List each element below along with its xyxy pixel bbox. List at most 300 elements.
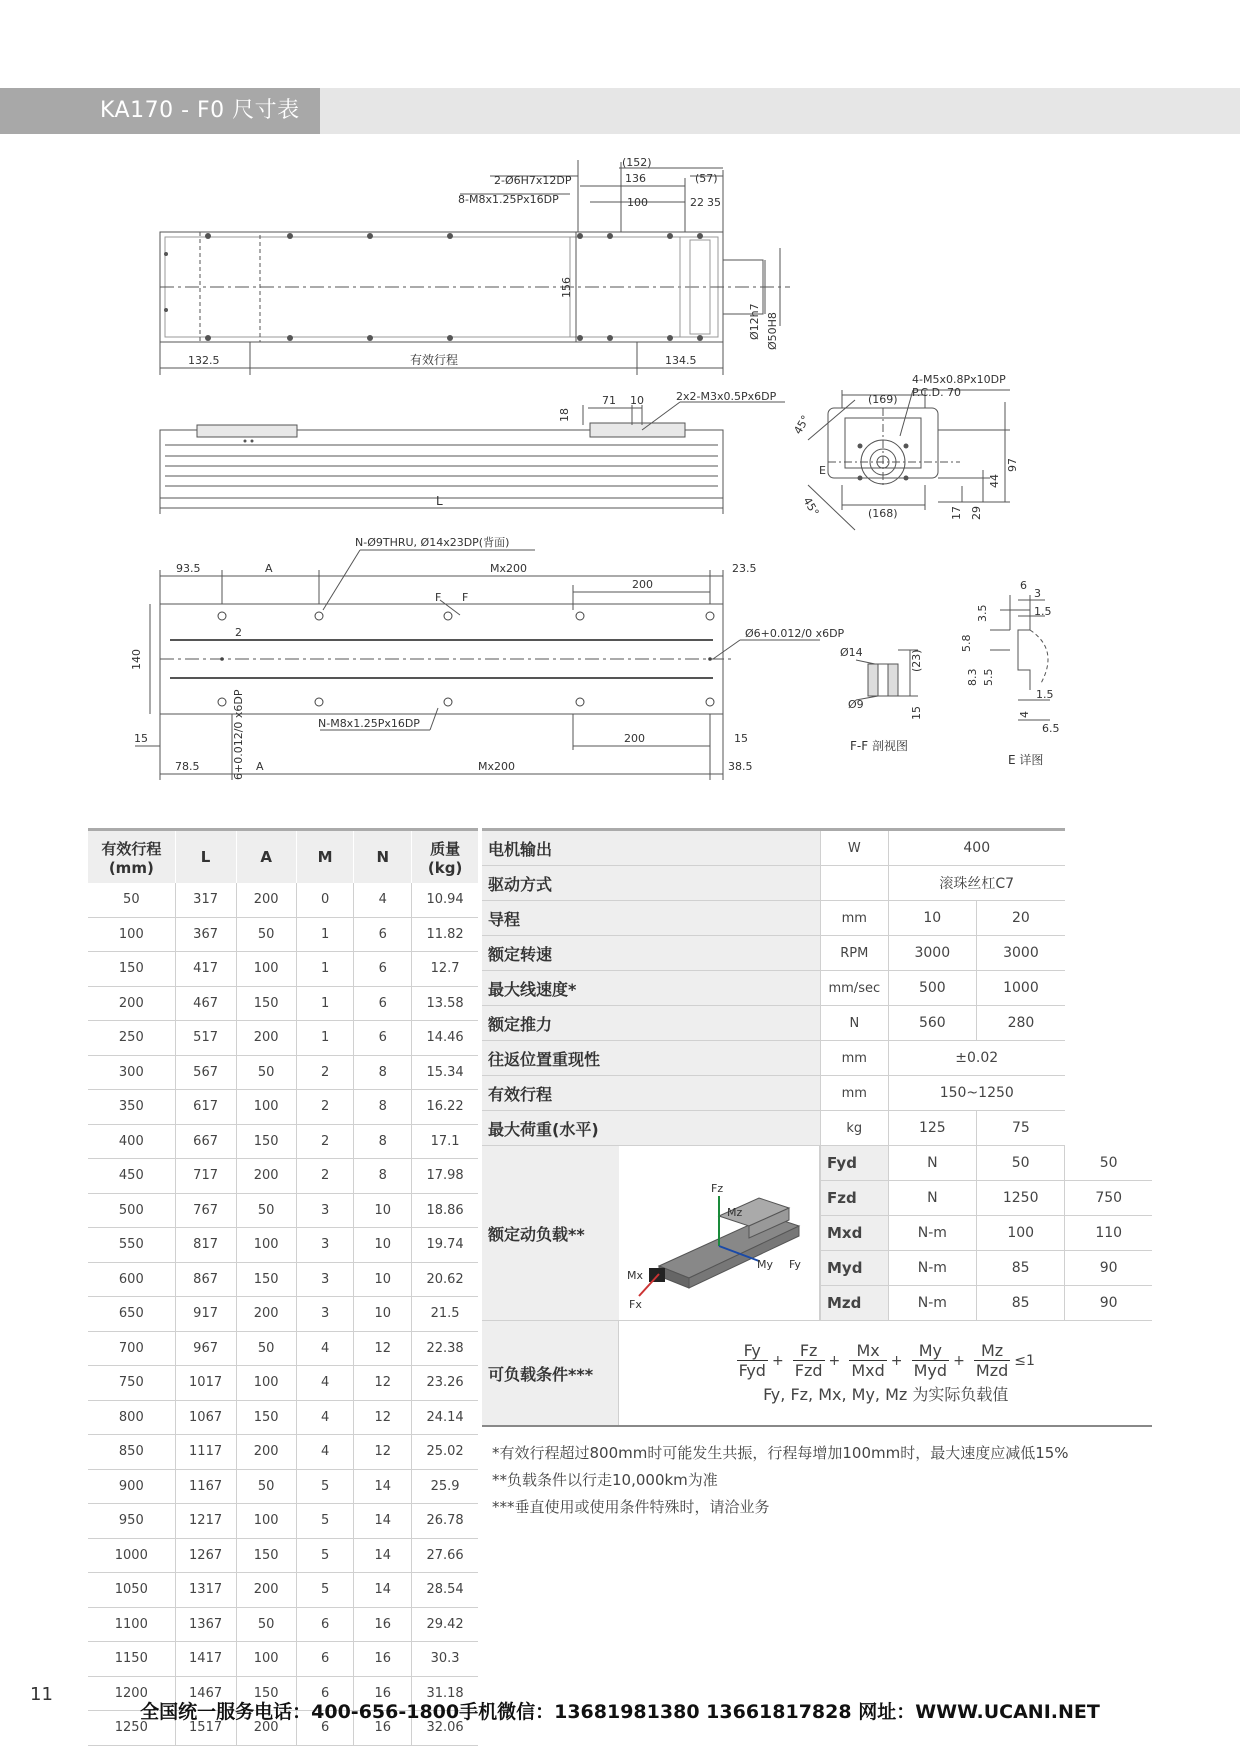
- load-value-1: 85: [977, 1251, 1065, 1286]
- footnotes: [492, 1440, 1152, 1521]
- load-value-2: 90: [1065, 1286, 1152, 1321]
- spec-label: 额定转速: [482, 936, 820, 971]
- table-cell: 1117: [175, 1435, 236, 1470]
- table-cell: 200: [236, 1021, 296, 1056]
- table-cell: 32.06: [412, 1711, 478, 1746]
- table-row: [88, 1607, 478, 1642]
- load-value-2: 750: [1065, 1181, 1152, 1216]
- table-cell: 100: [236, 1228, 296, 1263]
- dim-136: 136: [625, 172, 646, 185]
- table-cell: 500: [88, 1193, 175, 1228]
- table-cell: 10: [354, 1297, 412, 1332]
- table-cell: 150: [236, 1400, 296, 1435]
- spec-label: 最大荷重(水平): [482, 1111, 820, 1146]
- dim-thru-holes: N-Ø9THRU, Ø14x23DP(背面): [355, 536, 510, 549]
- dim-boss: Ø50H8: [766, 312, 779, 350]
- table-cell: 100: [236, 1504, 296, 1539]
- spec-unit: [820, 866, 888, 901]
- detail-e-marker: E: [819, 464, 826, 477]
- dim-45-top: 45°: [791, 413, 813, 437]
- table-cell: 6: [354, 1021, 412, 1056]
- spec-unit: mm: [820, 1041, 888, 1076]
- spec-value-1: 3000: [888, 936, 976, 971]
- section-ff: [856, 650, 918, 700]
- table-cell: 50: [236, 1607, 296, 1642]
- table-cell: 1317: [175, 1573, 236, 1608]
- dim-m5-holes: 4-M5x0.8Px10DP: [912, 373, 1006, 386]
- table-row: [88, 917, 478, 952]
- table-row: [88, 1538, 478, 1573]
- load-unit: N-m: [888, 1286, 976, 1321]
- section-ff-caption: F-F 剖视图: [850, 739, 908, 753]
- spec-row-repeatability: [482, 1041, 1152, 1076]
- table-cell: 14.46: [412, 1021, 478, 1056]
- table-cell: 3: [296, 1262, 354, 1297]
- dim-29: 29: [970, 506, 983, 520]
- table-cell: 150: [236, 1262, 296, 1297]
- spec-value: 滚珠丝杠C7: [888, 866, 1065, 901]
- axis-mx-label: Mx: [626, 1269, 643, 1282]
- dim-93-5: 93.5: [176, 562, 201, 575]
- table-cell: 1: [296, 952, 354, 987]
- table-cell: 21.5: [412, 1297, 478, 1332]
- dim-m3-holes: 2x2-M3x0.5Px6DP: [676, 390, 777, 403]
- table-cell: 11.82: [412, 917, 478, 952]
- detail-e-caption: E 详图: [1008, 753, 1044, 767]
- spec-value: ±0.02: [888, 1041, 1065, 1076]
- footnote-3: ***垂直使用或使用条件特殊时，请洽业务: [492, 1498, 770, 1516]
- table-cell: 16.22: [412, 1090, 478, 1125]
- dim-A-bottom: A: [256, 760, 264, 773]
- spec-unit: mm: [820, 901, 888, 936]
- table-cell: 26.78: [412, 1504, 478, 1539]
- table-cell: 1: [296, 917, 354, 952]
- table-cell: 29.42: [412, 1607, 478, 1642]
- load-value-2: 50: [1065, 1146, 1152, 1181]
- spec-unit: kg: [820, 1111, 888, 1146]
- load-unit: N: [888, 1181, 976, 1216]
- table-cell: 300: [88, 1055, 175, 1090]
- table-cell: 767: [175, 1193, 236, 1228]
- dim-m8-holes: N-M8x1.25Px16DP: [318, 717, 420, 730]
- spec-row-lead: [482, 901, 1152, 936]
- dim-71: 71: [602, 394, 616, 407]
- table-cell: 2: [296, 1124, 354, 1159]
- dim-L: L: [436, 494, 443, 508]
- axis-mz-label: Mz: [726, 1206, 743, 1219]
- table-row: [88, 952, 478, 987]
- table-cell: 450: [88, 1159, 175, 1194]
- table-cell: 750: [88, 1366, 175, 1401]
- spec-row-fyd: [482, 1146, 1152, 1181]
- table-cell: 1200: [88, 1676, 175, 1711]
- load-unit: N-m: [888, 1251, 976, 1286]
- spec-unit: N: [820, 1006, 888, 1041]
- fraction-fz: $\frac{Fz}{\text{Fzd}}$: [794, 1341, 823, 1380]
- spec-label: 电机输出: [482, 830, 820, 866]
- dim-44: 44: [988, 474, 1001, 488]
- dim-e-8-3: 8.3: [966, 668, 979, 686]
- table-cell: 23.26: [412, 1366, 478, 1401]
- table-cell: 1217: [175, 1504, 236, 1539]
- table-cell: 1: [296, 1021, 354, 1056]
- table-cell: 850: [88, 1435, 175, 1470]
- table-row: [88, 1159, 478, 1194]
- dim-pin-slot: 6+0.012/0 x6DP: [232, 689, 245, 780]
- dim-168: (168): [868, 507, 898, 520]
- table-cell: 6: [354, 952, 412, 987]
- col-N: N: [354, 830, 412, 884]
- dim-Mx200-bottom: Mx200: [478, 760, 515, 773]
- spec-row-load-condition: [482, 1321, 1152, 1427]
- table-cell: 50: [88, 883, 175, 917]
- table-cell: 14: [354, 1538, 412, 1573]
- dim-pin-hole: Ø6+0.012/0 x6DP: [745, 627, 845, 640]
- dim-38-5: 38.5: [728, 760, 753, 773]
- table-cell: 6: [296, 1676, 354, 1711]
- table-cell: 14: [354, 1469, 412, 1504]
- table-cell: 10: [354, 1228, 412, 1263]
- spec-row-thrust: [482, 1006, 1152, 1041]
- col-L: L: [175, 830, 236, 884]
- footnote-1: *有效行程超过800mm时可能发生共振，行程每增加100mm时，最大速度应减低15%: [492, 1444, 1069, 1462]
- spec-unit: W: [820, 830, 888, 866]
- load-value-2: 90: [1065, 1251, 1152, 1286]
- table-row: [88, 1021, 478, 1056]
- table-cell: 517: [175, 1021, 236, 1056]
- table-row: [88, 1297, 478, 1332]
- table-row: [88, 1504, 478, 1539]
- dim-23: (23): [910, 649, 923, 672]
- page-number: 11: [30, 1684, 53, 1705]
- spec-unit: mm/sec: [820, 971, 888, 1006]
- table-row: [88, 1366, 478, 1401]
- table-cell: 1517: [175, 1711, 236, 1746]
- table-cell: 200: [236, 1297, 296, 1332]
- col-A: A: [236, 830, 296, 884]
- plus-sign: +: [828, 1352, 841, 1369]
- dim-tapped-holes: 8-M8x1.25Px16DP: [458, 193, 559, 206]
- table-cell: 19.74: [412, 1228, 478, 1263]
- table-cell: 3: [296, 1193, 354, 1228]
- spec-row-rated-speed: [482, 936, 1152, 971]
- spec-value-1: 10: [888, 901, 976, 936]
- dim-35: 35: [707, 196, 721, 209]
- spec-value-1: 125: [888, 1111, 976, 1146]
- table-cell: 5: [296, 1538, 354, 1573]
- spec-row-motor: [482, 830, 1152, 866]
- table-cell: 1250: [88, 1711, 175, 1746]
- table-cell: 200: [236, 1711, 296, 1746]
- table-cell: 14: [354, 1504, 412, 1539]
- dim-17: 17: [950, 506, 963, 520]
- spec-value: 400: [888, 830, 1065, 866]
- dim-78-5: 78.5: [175, 760, 200, 773]
- table-cell: 2: [296, 1055, 354, 1090]
- dynamic-load-label: 额定动负载**: [482, 1146, 619, 1321]
- table-cell: 14: [354, 1573, 412, 1608]
- table-cell: 600: [88, 1262, 175, 1297]
- spec-label: 导程: [482, 901, 820, 936]
- table-cell: 917: [175, 1297, 236, 1332]
- spec-label: 往返位置重现性: [482, 1041, 820, 1076]
- dim-shaft: Ø12h7: [748, 303, 761, 340]
- dim-15-section: 15: [910, 706, 923, 720]
- table-cell: 250: [88, 1021, 175, 1056]
- table-cell: 617: [175, 1090, 236, 1125]
- dim-22: 22: [690, 196, 704, 209]
- table-cell: 900: [88, 1469, 175, 1504]
- footnote-2: **负载条件以行走10,000km为准: [492, 1471, 718, 1489]
- dim-dowel-holes: 2-Ø6H7x12DP: [494, 174, 572, 187]
- dim-A-top: A: [265, 562, 273, 575]
- table-cell: 5: [296, 1469, 354, 1504]
- dim-15-left: 15: [134, 732, 148, 745]
- col-stroke: 有效行程 (mm): [88, 830, 175, 884]
- table-cell: 6: [296, 1711, 354, 1746]
- dim-169: (169): [868, 393, 898, 406]
- table-cell: 5: [296, 1573, 354, 1608]
- table-cell: 4: [296, 1435, 354, 1470]
- table-cell: 27.66: [412, 1538, 478, 1573]
- spec-value-2: 20: [977, 901, 1065, 936]
- table-cell: 12: [354, 1400, 412, 1435]
- table-cell: 30.3: [412, 1642, 478, 1677]
- spec-unit: mm: [820, 1076, 888, 1111]
- table-cell: 100: [88, 917, 175, 952]
- dynamic-load-image-cell: [619, 1146, 821, 1321]
- table-row: [88, 1055, 478, 1090]
- table-cell: 4: [296, 1331, 354, 1366]
- technical-drawing: [0, 140, 1240, 800]
- spec-row-drive: [482, 866, 1152, 901]
- table-cell: 1417: [175, 1642, 236, 1677]
- table-cell: 50: [236, 1331, 296, 1366]
- dim-10: 10: [630, 394, 644, 407]
- table-cell: 28.54: [412, 1573, 478, 1608]
- table-cell: 3: [296, 1297, 354, 1332]
- table-cell: 15.34: [412, 1055, 478, 1090]
- table-cell: 2: [296, 1090, 354, 1125]
- load-value-1: 50: [977, 1146, 1065, 1181]
- dim-e-1-5-top: 1.5: [1034, 605, 1052, 618]
- table-cell: 417: [175, 952, 236, 987]
- table-cell: 4: [354, 883, 412, 917]
- table-cell: 350: [88, 1090, 175, 1125]
- load-value-2: 110: [1065, 1216, 1152, 1251]
- table-cell: 967: [175, 1331, 236, 1366]
- spec-value-2: 3000: [977, 936, 1065, 971]
- plus-sign: +: [890, 1352, 903, 1369]
- table-cell: 200: [236, 1159, 296, 1194]
- table-cell: 867: [175, 1262, 236, 1297]
- table-cell: 10: [354, 1193, 412, 1228]
- spec-value-2: 280: [977, 1006, 1065, 1041]
- table-cell: 12: [354, 1331, 412, 1366]
- table-cell: 950: [88, 1504, 175, 1539]
- dim-e-3-5: 3.5: [976, 604, 989, 622]
- table-cell: 0: [296, 883, 354, 917]
- table-row: [88, 883, 478, 917]
- section-ff-dims: [840, 646, 923, 753]
- side-view: [160, 402, 785, 514]
- dim-pcd: P.C.D. 70: [912, 386, 962, 399]
- spec-value: 150~1250: [888, 1076, 1065, 1111]
- dim-132-5: 132.5: [188, 354, 220, 367]
- table-cell: 550: [88, 1228, 175, 1263]
- dim-134-5: 134.5: [665, 354, 697, 367]
- spec-label: 驱动方式: [482, 866, 820, 901]
- table-cell: 1367: [175, 1607, 236, 1642]
- table-cell: 467: [175, 986, 236, 1021]
- dim-18: 18: [558, 408, 571, 422]
- table-cell: 6: [354, 917, 412, 952]
- table-cell: 4: [296, 1400, 354, 1435]
- table-cell: 6: [296, 1642, 354, 1677]
- table-cell: 20.62: [412, 1262, 478, 1297]
- table-cell: 50: [236, 1055, 296, 1090]
- dim-200-bottom: 200: [624, 732, 645, 745]
- table-row: [88, 1573, 478, 1608]
- col-mass: 质量 (kg): [412, 830, 478, 884]
- fraction-mx: $\frac{Mx}{\text{Mxd}}$: [851, 1341, 885, 1380]
- table-row: [88, 1400, 478, 1435]
- table-row: [88, 986, 478, 1021]
- table-cell: 100: [236, 1366, 296, 1401]
- table-cell: 6: [296, 1607, 354, 1642]
- section-mark-f1: F: [435, 591, 442, 604]
- table-cell: 150: [236, 1676, 296, 1711]
- stroke-table: [88, 828, 478, 1746]
- table-cell: 8: [354, 1090, 412, 1125]
- table-cell: 8: [354, 1124, 412, 1159]
- table-cell: 25.02: [412, 1435, 478, 1470]
- table-cell: 10: [354, 1262, 412, 1297]
- le-one: ≤1: [1014, 1352, 1035, 1369]
- table-cell: 1467: [175, 1676, 236, 1711]
- table-cell: 17.1: [412, 1124, 478, 1159]
- dim-stroke: 有效行程: [410, 353, 459, 367]
- table-cell: 150: [236, 986, 296, 1021]
- table-row: [88, 1435, 478, 1470]
- axis-fz-label: Fz: [710, 1182, 724, 1195]
- table-cell: 567: [175, 1055, 236, 1090]
- dim-200-top: 200: [632, 578, 653, 591]
- table-cell: 8: [354, 1159, 412, 1194]
- spec-table: [482, 828, 1152, 1427]
- table-cell: 16: [354, 1711, 412, 1746]
- bottom-view-dims: [130, 535, 845, 780]
- table-cell: 8: [354, 1055, 412, 1090]
- dim-thru: Ø9: [848, 698, 864, 711]
- table-cell: 1267: [175, 1538, 236, 1573]
- table-cell: 150: [236, 1124, 296, 1159]
- table-row: [88, 1124, 478, 1159]
- dim-45-bottom: 45°: [800, 495, 822, 519]
- table-cell: 13.58: [412, 986, 478, 1021]
- table-cell: 1050: [88, 1573, 175, 1608]
- table-cell: 1: [296, 986, 354, 1021]
- table-cell: 3: [296, 1228, 354, 1263]
- table-row: [88, 1262, 478, 1297]
- spec-row-stroke: [482, 1076, 1152, 1111]
- fraction-my: $\frac{My}{\text{Myd}}$: [913, 1341, 948, 1380]
- table-cell: 200: [236, 1435, 296, 1470]
- table-cell: 100: [236, 1642, 296, 1677]
- table-cell: 16: [354, 1676, 412, 1711]
- table-cell: 12: [354, 1435, 412, 1470]
- table-cell: 100: [236, 1090, 296, 1125]
- dim-counterbore: Ø14: [840, 646, 863, 659]
- table-cell: 50: [236, 917, 296, 952]
- load-unit: N-m: [888, 1216, 976, 1251]
- table-cell: 16: [354, 1607, 412, 1642]
- dim-e-5-8: 5.8: [960, 634, 973, 652]
- table-cell: 31.18: [412, 1676, 478, 1711]
- table-cell: 4: [296, 1366, 354, 1401]
- table-row: [88, 1642, 478, 1677]
- load-name: Myd: [820, 1251, 888, 1286]
- load-value-1: 85: [977, 1286, 1065, 1321]
- section-mark-f2: F: [462, 591, 469, 604]
- load-condition-label: 可负载条件***: [482, 1321, 619, 1427]
- table-cell: 150: [236, 1538, 296, 1573]
- table-cell: 667: [175, 1124, 236, 1159]
- load-value-1: 100: [977, 1216, 1065, 1251]
- table-row: [88, 1469, 478, 1504]
- dim-e-6-5: 6.5: [1042, 722, 1060, 735]
- dim-100: 100: [627, 196, 648, 209]
- table-cell: 50: [236, 1193, 296, 1228]
- load-axes-illustration: [619, 1146, 820, 1320]
- table-cell: 1100: [88, 1607, 175, 1642]
- dim-23-5: 23.5: [732, 562, 757, 575]
- table-cell: 12.7: [412, 952, 478, 987]
- table-row: [88, 1228, 478, 1263]
- spec-label: 额定推力: [482, 1006, 820, 1041]
- load-name: Fyd: [820, 1146, 888, 1181]
- load-name: Mxd: [820, 1216, 888, 1251]
- dim-57: (57): [695, 172, 718, 185]
- table-cell: 1150: [88, 1642, 175, 1677]
- dim-140: 140: [130, 649, 143, 670]
- dim-156: 156: [560, 277, 573, 298]
- dim-Mx200-top: Mx200: [490, 562, 527, 575]
- page-title: KA170 - F0 尺寸表: [0, 88, 320, 134]
- table-cell: 100: [236, 952, 296, 987]
- load-name: Fzd: [820, 1181, 888, 1216]
- load-name: Mzd: [820, 1286, 888, 1321]
- table-cell: 1167: [175, 1469, 236, 1504]
- plus-sign: +: [771, 1352, 784, 1369]
- table-cell: 317: [175, 883, 236, 917]
- spec-label: 有效行程: [482, 1076, 820, 1111]
- table-cell: 200: [236, 1573, 296, 1608]
- table-cell: 800: [88, 1400, 175, 1435]
- spec-value-1: 500: [888, 971, 976, 1006]
- fraction-mz: $\frac{Mz}{\text{Mzd}}$: [975, 1341, 1009, 1380]
- table-cell: 16: [354, 1642, 412, 1677]
- table-row: [88, 1331, 478, 1366]
- table-cell: 12: [354, 1366, 412, 1401]
- dim-97: 97: [1006, 458, 1019, 472]
- dim-152: (152): [622, 156, 652, 169]
- axis-my-label: My: [756, 1258, 773, 1271]
- dim-e-1-5-bottom: 1.5: [1036, 688, 1054, 701]
- load-value-1: 1250: [977, 1181, 1065, 1216]
- table-cell: 10.94: [412, 883, 478, 917]
- table-row: [88, 1193, 478, 1228]
